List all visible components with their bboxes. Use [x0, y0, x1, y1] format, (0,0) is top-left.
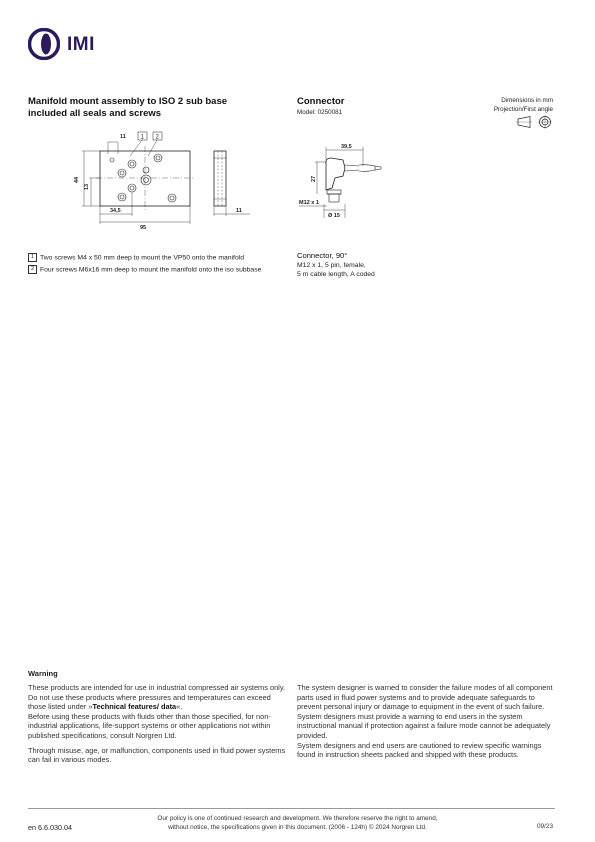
dims-note-line-2: Projection/First angle	[493, 105, 553, 113]
warning-left-p3: Through misuse, age, or malfunction, components used in fluid power systems can fail in various modes.	[28, 745, 286, 765]
callout-2: 2	[155, 134, 159, 141]
dim-left-inner: 13	[84, 183, 90, 190]
warning-right-p2: System designers must provide a warning to end users in the system instructional manual if protection against a failure mode cannot be adequately provided.	[297, 711, 551, 740]
note-number: 2	[28, 265, 37, 274]
connector-drawing	[297, 138, 397, 220]
note-text: Four screws M6x16 mm deep to mount the manifold onto the iso subbase	[40, 266, 262, 274]
policy-line-1: Our policy is one of continued research and development. We therefore reserve the right to amend,	[157, 815, 438, 822]
dim-bottom-outer: 95	[140, 225, 147, 231]
policy-line-2: without notice, the specifications given in this document. (2006 - 124h) © 2024 Norgren Ltd.	[168, 823, 427, 831]
warning-right-column	[297, 683, 559, 760]
title-line-2: included all seals and screws	[28, 108, 162, 119]
dimensions-note	[494, 97, 553, 114]
manifold-drawing	[60, 128, 260, 233]
callout-1: 1	[140, 134, 144, 141]
note-text: Two screws M4 x 50 mm deep to mount the VP50 onto the manifold	[40, 254, 245, 262]
note-item	[28, 265, 298, 275]
connector-desc-line: M12 x 1, 5 pin, female,	[297, 261, 366, 269]
policy-statement	[120, 815, 475, 832]
dim-bottom-inner: 34,5	[110, 208, 121, 214]
connector-desc-line: 5 m cable length, A coded	[297, 271, 375, 278]
warning-left-p2: Before using these products with fluids other than those specified, for non-industrial applications, life-support systems or other applications not within published specifications, consult Norgren Ltd.	[28, 711, 271, 740]
dim-length: 39,5	[341, 144, 352, 150]
dim-left-outer: 44	[74, 176, 80, 183]
dim-height: 27	[311, 175, 317, 182]
notes-list	[28, 253, 298, 275]
dim-top: 11	[120, 134, 126, 140]
section-title-manifold	[28, 96, 288, 120]
warning-right-p1: The system designer is warned to consider the failure modes of all component parts used in fluid power systems and to provide adequate safeguards to prevent personal injury or damage to equipment in the event of such failure.	[297, 683, 553, 712]
title-line-1: Manifold mount assembly to ISO 2 sub base	[28, 96, 228, 107]
warning-title: Warning	[28, 669, 58, 678]
document-id: en 6.6.030.04	[28, 823, 72, 832]
footer-divider	[28, 808, 555, 809]
connector-description	[297, 251, 497, 280]
warning-left-column	[28, 683, 290, 765]
model-number: Model: 0250081	[297, 109, 343, 116]
imi-logo	[28, 30, 108, 60]
note-number: 1	[28, 253, 37, 262]
brand-name: IMI	[67, 34, 95, 55]
dim-diameter: Ø 15	[328, 213, 340, 219]
footer-date: 09/23	[537, 823, 553, 830]
connector-desc-title: Connector, 90°	[297, 251, 348, 260]
section-title-connector: Connector	[297, 96, 345, 107]
dim-thread: M12 x 1	[299, 200, 319, 206]
warning-left-p1: These products are intended for use in industrial compressed air systems only. Do not use these products where pressures and temperatures can exceed those listed under »Technical features/ data«.	[28, 683, 286, 712]
warning-right-p3: System designers and end users are cautioned to review specific warnings found in instruction sheets packed and shipped with these products.	[297, 740, 542, 760]
first-angle-projection-icon	[516, 115, 556, 129]
dims-note-line-1: Dimensions in mm	[501, 97, 553, 104]
imi-logo-mark	[28, 28, 60, 60]
dim-side: 11	[236, 208, 242, 214]
note-item	[28, 253, 298, 263]
